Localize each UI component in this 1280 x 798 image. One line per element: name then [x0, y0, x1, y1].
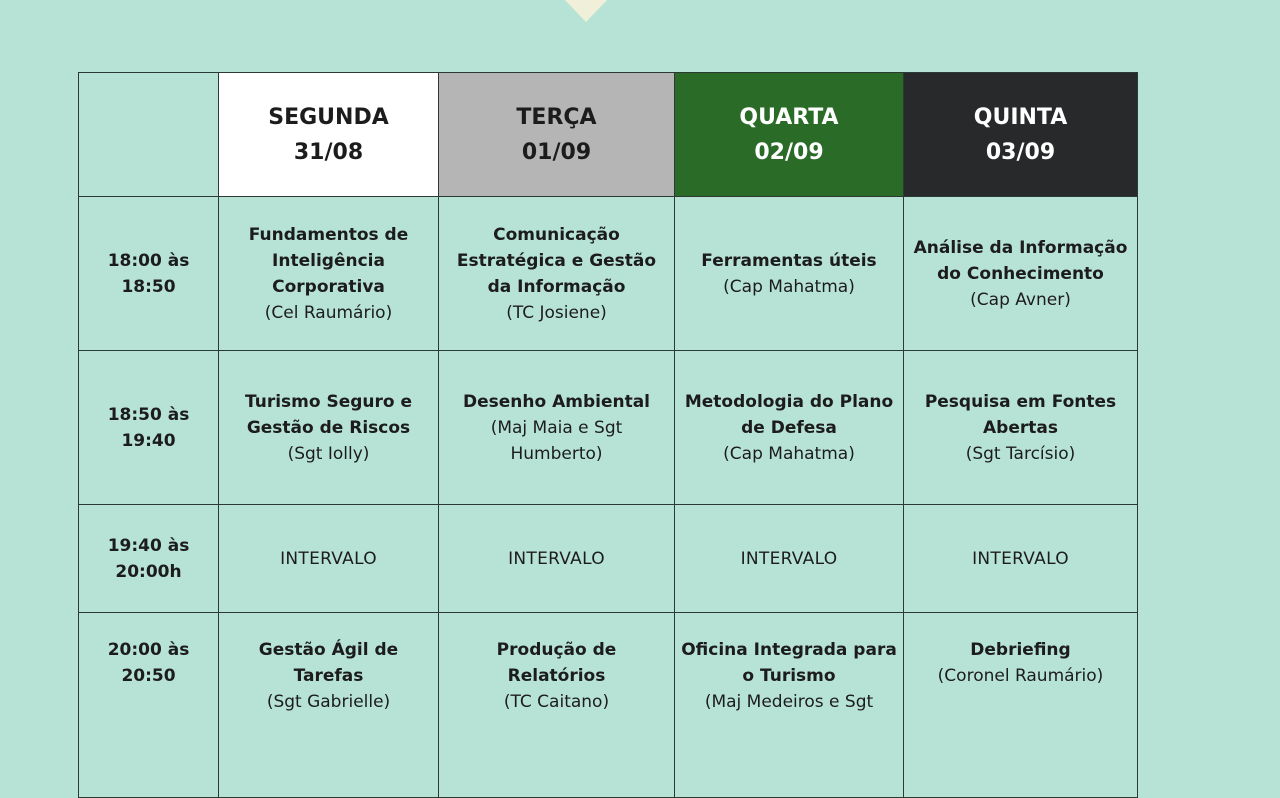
break-label: INTERVALO — [740, 548, 838, 569]
session-cell — [675, 351, 904, 505]
session-speaker: (Sgt Iolly) — [287, 443, 370, 464]
session-title: Comunicação Estratégica e Gestão da Informação — [456, 224, 657, 297]
session-title: Desenho Ambiental — [462, 391, 651, 412]
time-end: 20:50 — [121, 666, 176, 686]
session-cell — [439, 351, 675, 505]
session-cell — [219, 351, 439, 505]
day-header-tuesday — [439, 73, 675, 197]
session-cell — [439, 613, 675, 798]
break-cell — [904, 505, 1138, 613]
session-cell — [904, 351, 1138, 505]
session-cell — [439, 197, 675, 351]
day-name: SEGUNDA — [268, 104, 389, 130]
session-cell — [904, 197, 1138, 351]
session-speaker: (Sgt Tarcísio) — [965, 443, 1076, 464]
time-slot — [79, 613, 219, 798]
session-cell — [219, 613, 439, 798]
time-end: 19:40 — [121, 430, 176, 451]
time-start: 18:50 às — [107, 404, 190, 425]
top-notch-decoration — [563, 0, 609, 22]
session-title: Metodologia do Plano de Defesa — [684, 391, 894, 438]
session-title: Oficina Integrada para o Turismo — [681, 640, 897, 686]
break-cell — [439, 505, 675, 613]
time-slot — [79, 351, 219, 505]
session-speaker: (Cap Avner) — [970, 289, 1071, 310]
session-title: Fundamentos de Inteligência Corporativa — [248, 224, 409, 297]
session-speaker: (TC Josiene) — [506, 302, 607, 323]
session-title: Gestão Ágil de Tarefas — [258, 640, 399, 686]
session-cell — [904, 613, 1138, 798]
time-end: 20:00h — [115, 561, 182, 582]
session-speaker: (Maj Maia e Sgt Humberto) — [490, 417, 623, 464]
day-name: QUARTA — [739, 104, 839, 130]
break-cell — [219, 505, 439, 613]
time-start: 19:40 às — [107, 535, 190, 556]
schedule-table — [78, 72, 1138, 798]
day-header-wednesday — [675, 73, 904, 197]
time-end: 18:50 — [121, 276, 176, 297]
session-speaker: (Cap Mahatma) — [723, 276, 855, 297]
session-title: Pesquisa em Fontes Abertas — [924, 391, 1117, 438]
day-header-thursday — [904, 73, 1138, 197]
session-cell — [675, 197, 904, 351]
session-cell — [219, 197, 439, 351]
time-slot — [79, 505, 219, 613]
day-header-monday — [219, 73, 439, 197]
session-speaker: (Sgt Gabrielle) — [266, 692, 391, 712]
time-slot — [79, 197, 219, 351]
session-cell — [675, 613, 904, 798]
session-speaker: (Maj Medeiros e Sgt — [704, 692, 874, 712]
break-label: INTERVALO — [508, 548, 605, 569]
session-title: Análise da Informação do Conhecimento — [913, 237, 1128, 284]
day-date: 01/09 — [521, 139, 592, 165]
day-date: 31/08 — [293, 139, 364, 165]
session-speaker: (Cap Mahatma) — [723, 443, 855, 464]
schedule-row — [79, 613, 1138, 798]
session-title: Debriefing — [970, 640, 1071, 660]
schedule-row-break — [79, 505, 1138, 613]
session-title: Ferramentas úteis — [701, 250, 877, 271]
schedule-row — [79, 197, 1138, 351]
time-start: 20:00 às — [107, 640, 190, 660]
break-label: INTERVALO — [972, 548, 1069, 569]
time-start: 18:00 às — [107, 250, 190, 271]
schedule-row — [79, 351, 1138, 505]
session-title: Produção de Relatórios — [496, 640, 617, 686]
day-name: TERÇA — [516, 104, 597, 130]
session-speaker: (Cel Raumário) — [264, 302, 393, 323]
day-date: 02/09 — [754, 139, 824, 165]
day-date: 03/09 — [985, 139, 1056, 165]
day-name: QUINTA — [973, 104, 1068, 130]
header-row — [79, 73, 1138, 197]
session-title: Turismo Seguro e Gestão de Riscos — [244, 391, 413, 438]
corner-cell — [79, 73, 219, 197]
session-speaker: (TC Caitano) — [503, 692, 610, 712]
break-label: INTERVALO — [280, 548, 377, 569]
session-speaker: (Coronel Raumário) — [937, 666, 1104, 686]
break-cell — [675, 505, 904, 613]
